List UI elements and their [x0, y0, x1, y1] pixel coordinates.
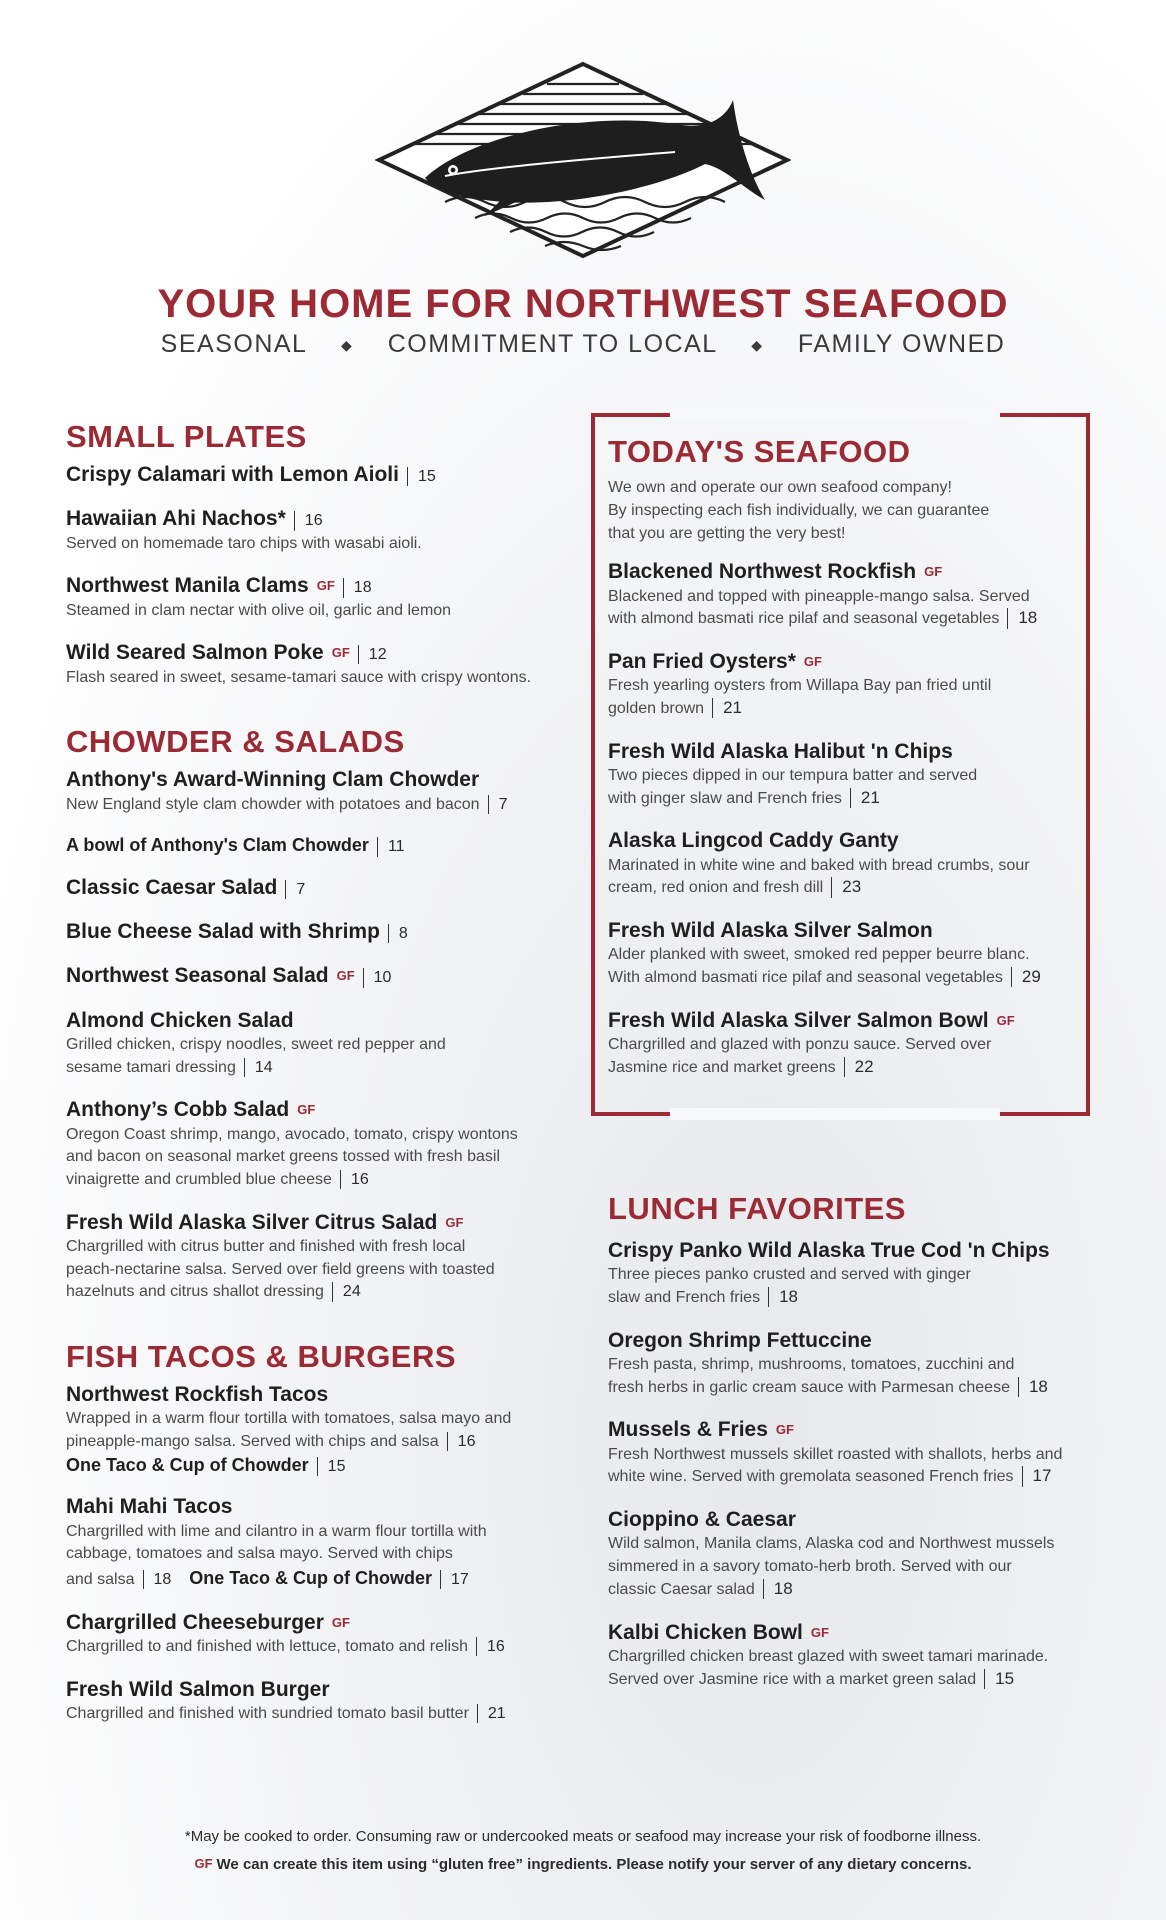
item-desc: Grilled chicken, crispy noodles, sweet red pepper and [66, 1035, 446, 1053]
item-price: 18 [763, 1579, 793, 1599]
item-desc: Fresh Northwest mussels skillet roasted with shallots, herbs and [608, 1445, 1063, 1463]
frame-gap-top [670, 409, 1000, 421]
item-desc: Flash seared in sweet, sesame-tamari sauce with crispy wontons. [66, 668, 532, 686]
item-name: Almond Chicken Salad [66, 1008, 294, 1032]
right-column [608, 435, 1088, 1097]
item-desc: cabbage, tomatoes and salsa mayo. Served with chips [66, 1545, 453, 1563]
left-column [66, 420, 566, 1744]
item-desc: simmered in a savory tomato-herb broth. Served with our [608, 1558, 1012, 1576]
menu-item [608, 1507, 1088, 1601]
item-desc: Oregon Coast shrimp, mango, avocado, tomato, crispy wontons [66, 1125, 518, 1143]
item-desc: Jasmine rice and market greens [608, 1058, 836, 1076]
footer-note-raw: *May be cooked to order. Consuming raw or undercooked meats or seafood may increase your risk of foodborne illness. [184, 1828, 982, 1845]
item-price: 8 [388, 924, 408, 943]
item-name: Kalbi Chicken Bowl [608, 1620, 803, 1644]
item-name: Fresh Wild Alaska Silver Salmon Bowl [608, 1008, 989, 1032]
item-price: 17 [440, 1570, 469, 1589]
item-desc: Fresh pasta, shrimp, mushrooms, tomatoes, zucchini and [608, 1356, 1015, 1374]
menu-item [66, 640, 566, 689]
item-name: Northwest Manila Clams [66, 574, 309, 598]
item-desc: classic Caesar salad [608, 1580, 755, 1598]
item-name: Wild Seared Salmon Poke [66, 641, 324, 665]
item-desc: Steamed in clam nectar with olive oil, garlic and lemon [66, 601, 452, 619]
lunch-column [608, 1192, 1088, 1709]
item-name: A bowl of Anthony's Clam Chowder [66, 835, 369, 856]
gf-badge: GF [924, 564, 943, 580]
frame-gap-bottom [670, 1108, 1000, 1120]
menu-item [608, 828, 1088, 900]
item-desc: and salsa [66, 1571, 135, 1589]
item-price: 18 [343, 578, 372, 597]
item-name: Crispy Calamari with Lemon Aioli [66, 463, 399, 487]
menu-item [608, 1238, 1088, 1310]
item-price: 7 [285, 880, 305, 899]
item-desc: Alder planked with sweet, smoked red pepper beurre blanc. [608, 946, 1030, 964]
item-price: 11 [377, 837, 405, 856]
gf-badge: GF [297, 1102, 316, 1118]
menu-item [66, 1210, 566, 1304]
item-desc: with ginger slaw and French fries [608, 789, 842, 807]
item-name: Anthony’s Cobb Salad [66, 1098, 290, 1122]
item-price: 18 [1007, 608, 1037, 628]
menu-item [608, 1008, 1088, 1080]
section-title-small-plates: SMALL PLATES [66, 419, 307, 454]
item-desc: fresh herbs in garlic cream sauce with Parmesan cheese [608, 1378, 1010, 1396]
item-name: Oregon Shrimp Fettuccine [608, 1328, 872, 1352]
item-name: Blackened Northwest Rockfish [608, 560, 917, 584]
menu-item [608, 1417, 1088, 1489]
item-desc: white wine. Served with gremolata seasoned French fries [608, 1468, 1014, 1486]
gf-badge: GF [336, 968, 355, 984]
item-name: Hawaiian Ahi Nachos* [66, 507, 286, 531]
item-price: 17 [1022, 1466, 1052, 1486]
tagline-heading: YOUR HOME FOR NORTHWEST SEAFOOD [157, 282, 1009, 326]
item-name: Fresh Wild Alaska Silver Salmon [608, 919, 933, 942]
item-name: Anthony's Award-Winning Clam Chowder [66, 768, 480, 792]
item-desc: golden brown [608, 699, 705, 717]
item-desc: Chargrilled to and finished with lettuce, tomato and relish [66, 1638, 468, 1655]
item-desc: Chargrilled chicken breast glazed with sweet tamari marinade. [608, 1647, 1049, 1665]
item-desc: Three pieces panko crusted and served with ginger [608, 1266, 971, 1284]
item-name: Mahi Mahi Tacos [66, 1495, 233, 1519]
menu-item [66, 462, 566, 488]
item-desc: with almond basmati rice pilaf and seasonal vegetables [608, 610, 1000, 628]
diamond-icon: ◆ [751, 336, 764, 353]
item-desc: cream, red onion and fresh dill [608, 879, 824, 897]
values-line [0, 330, 1166, 359]
item-price: 21 [477, 1704, 506, 1723]
item-desc: Served on homemade taro chips with wasabi aioli. [66, 534, 422, 552]
footer-note-gf [0, 1856, 1166, 1873]
gf-badge: GF [775, 1422, 794, 1438]
section-title-tacos: FISH TACOS & BURGERS [66, 1339, 457, 1375]
item-price: 18 [1018, 1377, 1048, 1397]
menu-item [66, 506, 566, 555]
item-name: Northwest Seasonal Salad [66, 964, 329, 988]
item-price: 16 [447, 1432, 476, 1451]
item-desc: Chargrilled with lime and cilantro in a warm flour tortilla with [66, 1522, 487, 1540]
item-price: 7 [488, 795, 508, 814]
section-title-lunch: LUNCH FAVORITES [608, 1191, 906, 1226]
item-name: Northwest Rockfish Tacos [66, 1383, 329, 1407]
menu-item [66, 834, 566, 857]
item-desc: Chargrilled and finished with sundried tomato basil butter [66, 1704, 469, 1722]
item-desc: and bacon on seasonal market greens tossed with fresh basil [66, 1148, 501, 1166]
menu-item [66, 1008, 566, 1080]
item-price: 16 [294, 511, 323, 530]
item-sub-name: One Taco & Cup of Chowder [66, 1454, 309, 1475]
item-name: Classic Caesar Salad [66, 875, 278, 899]
item-name: Crispy Panko Wild Alaska True Cod 'n Chips [608, 1239, 1050, 1263]
value-seasonal: SEASONAL [160, 330, 307, 358]
item-desc: Wrapped in a warm flour tortilla with tomatoes, salsa mayo and [66, 1410, 512, 1428]
fish-logo-icon [375, 60, 791, 260]
item-name: Cioppino & Caesar [608, 1508, 796, 1532]
menu-item [608, 739, 1088, 811]
menu-item [608, 649, 1088, 721]
menu-item [66, 1097, 566, 1191]
section-title-chowder: CHOWDER & SALADS [66, 724, 405, 760]
item-name: Mussels & Fries [608, 1418, 768, 1442]
menu-item [66, 1494, 566, 1591]
todays-intro: We own and operate our own seafood company! [608, 479, 952, 497]
item-price: 24 [332, 1282, 361, 1301]
menu-item [608, 1328, 1088, 1400]
menu-item [66, 1382, 566, 1476]
item-desc: hazelnuts and citrus shallot dressing [66, 1283, 324, 1301]
item-name: Blue Cheese Salad with Shrimp [66, 920, 380, 944]
item-price: 12 [358, 645, 387, 664]
item-name: Alaska Lingcod Caddy Ganty [608, 829, 899, 853]
footer-gf-text: We can create this item using “gluten free” ingredients. Please notify your server of any dietary concerns. [216, 1856, 972, 1873]
item-desc: sesame tamari dressing [66, 1058, 236, 1076]
item-desc: pineapple-mango salsa. Served with chips and salsa [66, 1433, 439, 1451]
item-name: Fresh Wild Alaska Halibut 'n Chips [608, 739, 953, 763]
menu-item [66, 919, 566, 945]
item-desc: slaw and French fries [608, 1289, 761, 1307]
menu-item [66, 573, 566, 622]
item-name: Chargrilled Cheeseburger [66, 1610, 324, 1634]
item-desc: Wild salmon, Manila clams, Alaska cod and Northwest mussels [608, 1535, 1055, 1553]
gf-badge: GF [331, 645, 350, 661]
item-desc: Marinated in white wine and baked with bread crumbs, sour [608, 856, 1030, 874]
item-desc: vinaigrette and crumbled blue cheese [66, 1170, 332, 1188]
item-price: 29 [1011, 967, 1041, 987]
gf-badge: GF [331, 1614, 350, 1630]
todays-intro: By inspecting each fish individually, we can guarantee [608, 501, 990, 519]
item-price: 10 [363, 968, 392, 987]
item-desc: Fresh yearling oysters from Willapa Bay pan fried until [608, 677, 992, 695]
value-commitment: COMMITMENT TO LOCAL [387, 330, 717, 358]
menu-item [66, 1610, 566, 1659]
item-price: 16 [340, 1170, 369, 1189]
menu-item [66, 767, 566, 816]
item-price: 22 [844, 1057, 874, 1077]
menu-item [608, 559, 1088, 631]
menu-item [66, 875, 566, 901]
gf-badge: GF [194, 1856, 213, 1871]
item-desc: peach-nectarine salsa. Served over field greens with toasted [66, 1260, 495, 1278]
menu-item [608, 1620, 1088, 1692]
item-desc: With almond basmati rice pilaf and seasonal vegetables [608, 968, 1003, 986]
item-desc: Chargrilled with citrus butter and finished with fresh local [66, 1237, 466, 1255]
item-price: 23 [831, 877, 861, 897]
menu-item [66, 963, 566, 989]
todays-intro: that you are getting the very best! [608, 524, 846, 542]
item-desc: Two pieces dipped in our tempura batter and served [608, 766, 978, 784]
gf-badge: GF [803, 653, 822, 669]
item-price: 15 [407, 467, 436, 486]
item-desc: New England style clam chowder with potatoes and bacon [66, 795, 480, 813]
item-price: 15 [317, 1457, 346, 1476]
item-price: 21 [712, 698, 742, 718]
gf-badge: GF [810, 1624, 829, 1640]
item-desc: Chargrilled and glazed with ponzu sauce. Served over [608, 1035, 992, 1053]
item-name: Fresh Wild Alaska Silver Citrus Salad [66, 1210, 438, 1234]
item-name: Fresh Wild Salmon Burger [66, 1677, 330, 1701]
gf-badge: GF [445, 1214, 464, 1230]
item-sub-name: One Taco & Cup of Chowder [189, 1568, 432, 1589]
gf-badge: GF [996, 1012, 1015, 1028]
item-price: 18 [143, 1570, 172, 1589]
item-price: 21 [850, 788, 880, 808]
item-desc: Blackened and topped with pineapple-mango salsa. Served [608, 587, 1030, 605]
menu-item [608, 918, 1088, 990]
menu-item [66, 1677, 566, 1726]
item-price: 14 [244, 1058, 273, 1077]
diamond-icon: ◆ [340, 336, 354, 353]
item-name: Pan Fried Oysters* [608, 649, 796, 673]
gf-badge: GF [316, 578, 335, 594]
item-price: 15 [984, 1669, 1014, 1689]
item-price: 16 [476, 1637, 505, 1656]
item-price: 18 [768, 1287, 798, 1307]
section-title-todays: TODAY'S SEAFOOD [608, 434, 911, 469]
value-family: FAMILY OWNED [797, 330, 1006, 358]
item-desc: Served over Jasmine rice with a market green salad [608, 1670, 977, 1688]
